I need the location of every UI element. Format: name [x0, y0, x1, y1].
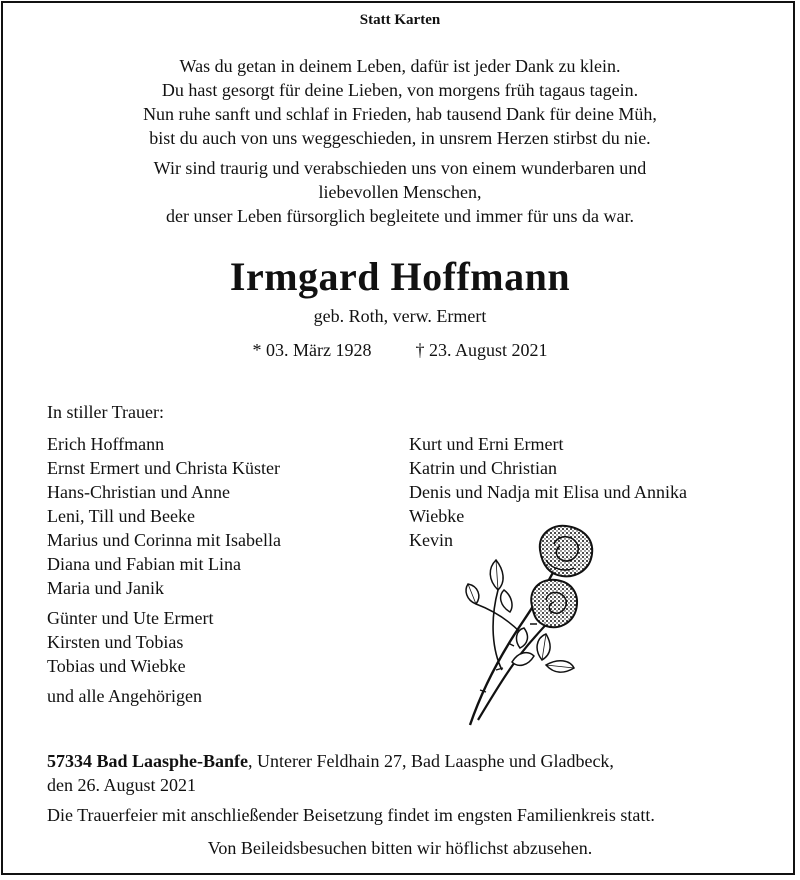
mourners-title: In stiller Trauer:: [47, 402, 164, 422]
notice-date: den 26. August 2021: [47, 775, 197, 795]
mourner: Erich Hoffmann: [47, 434, 165, 454]
life-dates: [0, 340, 800, 361]
mourner: Tobias und Wiebke: [47, 656, 186, 676]
mourners-closing: und alle Angehörigen: [47, 686, 202, 706]
poem-line: Du hast gesorgt für deine Lieben, von morgens früh tagaus tagein.: [161, 80, 639, 100]
address-street: , Unterer Feldhain 27, Bad Laasphe und Gladbeck,: [248, 751, 614, 771]
mourner: Diana und Fabian mit Lina: [47, 554, 241, 574]
death-date: † 23. August 2021: [415, 340, 548, 360]
mourner: Leni, Till und Beeke: [47, 506, 195, 526]
address-block: [47, 749, 614, 797]
birth-date: * 03. März 1928: [252, 340, 372, 360]
mourner: Hans-Christian und Anne: [47, 482, 230, 502]
lower-rose: [531, 580, 577, 627]
poem-line: Nun ruhe sanft und schlaf in Frieden, hab tausend Dank für deine Müh,: [143, 104, 657, 124]
farewell-text: [0, 156, 800, 228]
mourner: Katrin und Christian: [409, 458, 557, 478]
maiden-names: geb. Roth, verw. Ermert: [313, 306, 487, 326]
mourner: Marius und Corinna mit Isabella: [47, 530, 281, 550]
farewell-line: liebevollen Menschen,: [318, 182, 482, 202]
notice-heading: Statt Karten: [359, 12, 441, 28]
mourner: Kevin: [409, 530, 453, 550]
funeral-service-note: Die Trauerfeier mit anschließender Beisetzung findet im engsten Familienkreis statt.: [47, 805, 655, 825]
poem: [0, 54, 800, 150]
mourner: Kirsten und Tobias: [47, 632, 184, 652]
condolence-note: Von Beileidsbesuchen bitten wir höflichst abzusehen.: [207, 838, 593, 858]
mourner: Ernst Ermert und Christa Küster: [47, 458, 280, 478]
mourner: Maria und Janik: [47, 578, 164, 598]
mourner: Kurt und Erni Ermert: [409, 434, 564, 454]
mourners-left: [47, 400, 281, 708]
rose-illustration: [462, 520, 612, 730]
address-town: 57334 Bad Laasphe-Banfe: [47, 751, 249, 771]
deceased-name: Irmgard Hoffmann: [229, 254, 571, 299]
mourner: Denis und Nadja mit Elisa und Annika: [409, 482, 687, 502]
poem-line: bist du auch von uns weggeschieden, in unsrem Herzen stirbst du nie.: [149, 128, 651, 148]
mourner: Wiebke: [409, 506, 465, 526]
farewell-line: Wir sind traurig und verabschieden uns von einem wunderbaren und: [153, 158, 647, 178]
mourner: Günter und Ute Ermert: [47, 608, 214, 628]
poem-line: Was du getan in deinem Leben, dafür ist jeder Dank zu klein.: [179, 56, 621, 76]
upper-rose: [540, 526, 592, 577]
farewell-line: der unser Leben fürsorglich begleitete und immer für uns da war.: [165, 206, 635, 226]
